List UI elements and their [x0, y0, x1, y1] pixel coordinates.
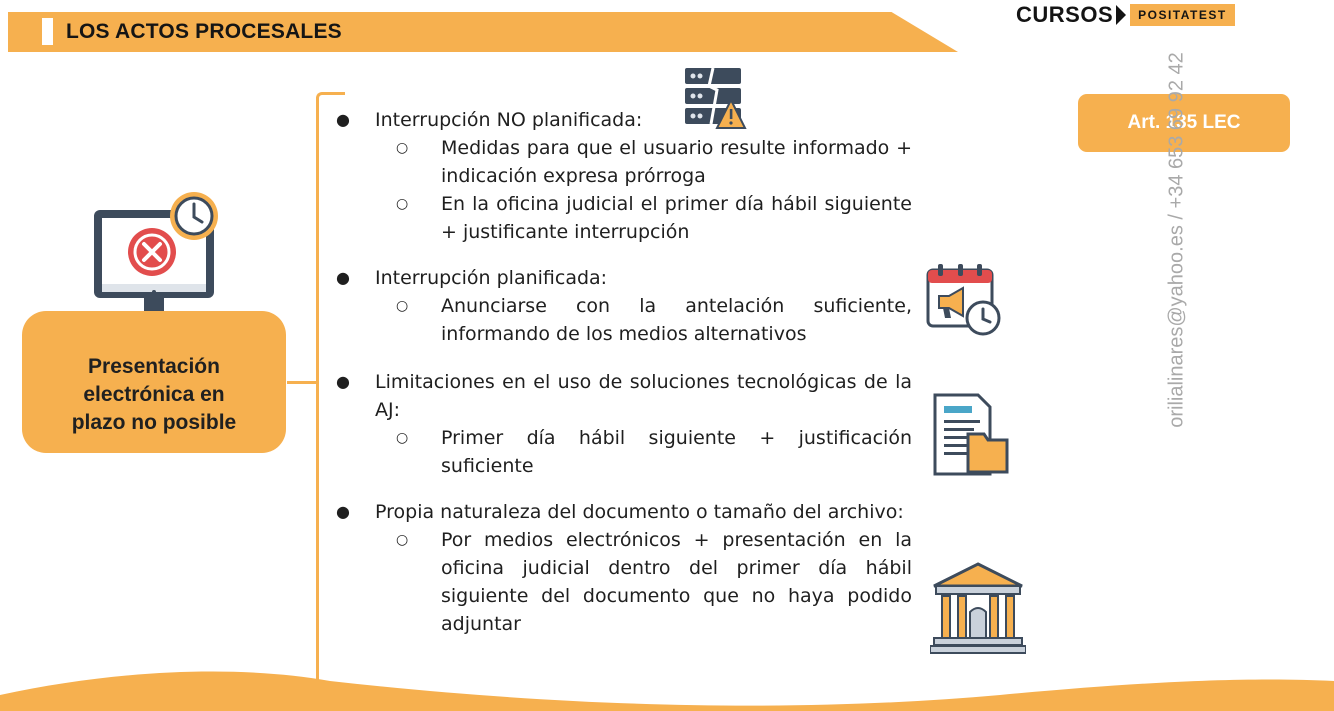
list-item	[330, 368, 912, 480]
item-title: Propia naturaleza del documento o tamaño del archivo:	[375, 501, 904, 523]
hollow-bullet-icon: ○	[396, 430, 409, 446]
item-title: Interrupción planificada:	[375, 267, 608, 289]
sub-item	[330, 134, 912, 190]
brand-arrow-icon	[1116, 5, 1126, 25]
calendar-announcement-icon	[925, 262, 1005, 338]
watermark: orilialinares@yahoo.es / +34 653 69 92 42	[1165, 52, 1188, 428]
item-title: Limitaciones en el uso de soluciones tecnológicas de la AJ:	[375, 371, 912, 421]
server-warning-icon	[683, 66, 747, 132]
sub-item-text: Medidas para que el usuario resulte informado + indicación expresa prórroga	[441, 137, 912, 187]
footer-wave	[0, 651, 1334, 711]
courthouse-icon	[930, 560, 1026, 656]
list-item	[330, 106, 912, 246]
topic-box	[22, 311, 286, 453]
hollow-bullet-icon: ○	[396, 140, 409, 156]
bullet-icon: ●	[336, 110, 350, 129]
sub-item-text: Por medios electrónicos + presentación en la oficina judicial dentro del primer día hábil siguiente del documento que no haya podido adjuntar	[441, 529, 912, 635]
hollow-bullet-icon: ○	[396, 532, 409, 548]
brand-logo	[1016, 3, 1235, 27]
article-badge-label: Art. 135 LEC	[1127, 112, 1241, 133]
sub-item	[330, 292, 912, 348]
sub-item	[330, 526, 912, 638]
connector-line	[287, 381, 317, 384]
item-title: Interrupción NO planificada:	[375, 109, 643, 131]
document-folder-icon	[932, 392, 1010, 478]
sub-item	[330, 424, 912, 480]
sub-item	[330, 190, 912, 246]
bullet-icon: ●	[336, 372, 350, 391]
page-title: LOS ACTOS PROCESALES	[66, 20, 342, 43]
header-marker	[42, 18, 53, 45]
hollow-bullet-icon: ○	[396, 196, 409, 212]
bullet-icon: ●	[336, 502, 350, 521]
monitor-error-clock-icon	[88, 188, 228, 328]
list-item	[330, 264, 912, 348]
sub-item-text: Primer día hábil siguiente + justificación suficiente	[441, 427, 912, 477]
topic-box-text: Presentación electrónica en plazo no posible	[71, 355, 237, 434]
brand-sub-text: POSITATEST	[1130, 4, 1235, 26]
sub-item-text: En la oficina judicial el primer día hábil siguiente + justificante interrupción	[441, 193, 912, 243]
hollow-bullet-icon: ○	[396, 298, 409, 314]
bullet-icon: ●	[336, 268, 350, 287]
sub-item-text: Anunciarse con la antelación suficiente, informando de los medios alternativos	[441, 295, 912, 345]
list-item	[330, 498, 912, 638]
brand-main-text: CURSOS	[1016, 2, 1114, 27]
